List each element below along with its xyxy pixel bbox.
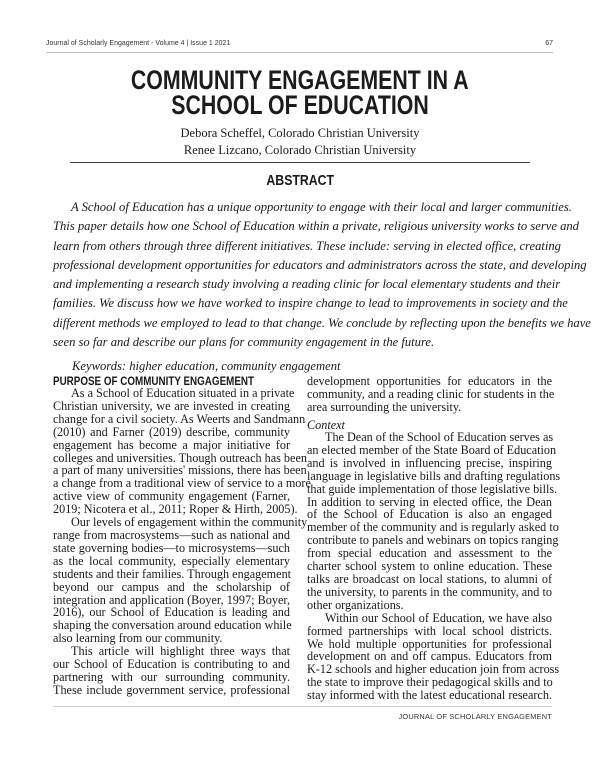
text-line: community, and a reading clinic for students in the: [307, 386, 555, 401]
text-line: and is involved in influencing precise, inspiring: [307, 455, 552, 470]
right-column-continuation: [307, 374, 555, 414]
text-line: Within our School of Education, we have also: [325, 610, 552, 625]
text-line: active view of community engagement (Farner,: [53, 489, 290, 504]
text-line: development on and off campus. Educators from: [307, 649, 552, 664]
text-line: that guide implementation of those legislative bills.: [307, 481, 558, 496]
text-line: member of the community and is regularly asked to: [307, 520, 559, 535]
title-divider: [70, 162, 530, 163]
text-line: engagement has become a major initiative for: [53, 437, 290, 452]
text-line: other organizations.: [307, 597, 404, 612]
text-line: a part of many universities' missions, there has been: [53, 463, 307, 478]
text-line: learn from others through three different initiatives. These include: serving in elected office, creating: [53, 238, 561, 253]
text-line: range from macrosystems—such as national and: [53, 527, 290, 542]
text-line: families. We discuss how we have worked to inspire change to lead to improvements in society and the: [53, 296, 568, 311]
header-divider: [46, 52, 553, 53]
text-line: This paper details how one School of Education within a private, religious university works to serve and: [53, 219, 579, 234]
text-line: We hold multiple opportunities for professional: [307, 636, 552, 651]
right-column: [307, 430, 561, 703]
text-line: different methods we employed to lead to that change. We conclude by reflecting upon the benefits we have: [53, 315, 591, 330]
text-line: contribute to panels and webinars on topics ranging: [307, 533, 559, 548]
author: Renee Lizcano, Colorado Christian University: [183, 142, 417, 157]
text-line: As a School of Education situated in a private: [71, 386, 295, 400]
text-line: talks are broadcast on local stations, to alumni of: [307, 571, 552, 586]
text-line: 2016), our School of Education is leading and: [53, 605, 290, 620]
subheading-context: Context: [307, 418, 345, 432]
text-line: This article will highlight three ways that: [71, 644, 290, 659]
text-line: integration and application (Boyer, 1997; Boyer,: [53, 592, 290, 607]
title-line: COMMUNITY ENGAGEMENT IN A: [131, 65, 469, 95]
running-header: [46, 40, 553, 51]
text-line: A School of Education has a unique opportunity to engage with their local and larger communities.: [71, 200, 572, 214]
text-line: as the local community, especially elementary: [53, 553, 290, 568]
text-line: (2010) and Farner (2019) describe, community: [53, 424, 290, 439]
text-line: The Dean of the School of Education serves as: [325, 430, 554, 444]
text-line: formed partnerships with local school districts.: [307, 623, 552, 638]
left-column: [53, 386, 311, 697]
text-line: change for a civil society. As Weerts and Sandmann: [53, 411, 306, 426]
keywords: Keywords: higher education, community engagement: [72, 359, 341, 373]
text-line: area surrounding the university.: [307, 399, 462, 414]
text-line: seen so far and describe our plans for community engagement in the future.: [53, 335, 435, 350]
text-line: an elected member of the State Board of Education: [307, 442, 557, 457]
text-line: shaping the conversation around education while: [53, 618, 292, 633]
text-line: In addition to serving in elected office, the Dean: [307, 494, 552, 509]
text-line: and implementing a research study involving a reading clinic for local elementary students and their: [53, 277, 561, 292]
text-line: partnering with our surrounding community.: [53, 669, 290, 684]
text-line: development opportunities for educators in the: [307, 374, 552, 388]
text-line: state governing bodies—to microsystems—such: [53, 540, 290, 555]
text-line: also learning from our community.: [53, 631, 223, 646]
text-line: 2019; Nicotera et al., 2011; Roper & Hirth, 2005).: [53, 502, 298, 517]
text-line: students and their families. Through engagement: [53, 566, 292, 581]
text-line: charter school system to online education. These: [307, 559, 552, 574]
text-line: stay informed with the latest educational research.: [307, 688, 552, 703]
text-line: our School of Education is contributing to and: [53, 657, 290, 672]
text-line: These include government service, professional: [53, 682, 290, 697]
article-title: [0, 65, 600, 120]
text-line: the state to improve their pedagogical skills and to: [307, 675, 553, 690]
abstract-heading: ABSTRACT: [266, 172, 334, 189]
text-line: beyond our campus and the scholarship of: [53, 579, 290, 594]
text-line: the university, to parents in the community, and to: [307, 584, 552, 599]
text-line: from special education and assessment to the: [307, 546, 552, 561]
author: Debora Scheffel, Colorado Christian University: [180, 126, 420, 140]
section-heading: PURPOSE OF COMMUNITY ENGAGEMENT: [53, 374, 255, 388]
text-line: language in legislative bills and drafting regulations: [307, 468, 561, 483]
text-line: colleges and universities. Though outreach has been: [53, 450, 307, 465]
text-line: of the School of Education is also an engaged: [307, 507, 552, 522]
journal-info: Journal of Scholarly Engagement - Volume 4 | Issue 1 2021: [46, 40, 231, 47]
text-line: K-12 schools and higher education join from across: [307, 662, 560, 677]
title-line: SCHOOL OF EDUCATION: [171, 90, 429, 120]
text-line: Our levels of engagement within the community: [71, 515, 308, 530]
page-number: 67: [545, 40, 553, 47]
abstract-text: [53, 198, 591, 352]
text-line: Christian university, we are invested in creating: [53, 398, 290, 413]
text-line: professional development opportunities for educators and administrators across the state, and developing: [53, 257, 587, 272]
footer-divider: [53, 706, 552, 707]
text-line: a change from a traditional view of service to a more: [53, 476, 311, 491]
authors: [0, 125, 600, 158]
footer-journal-name: JOURNAL OF SCHOLARLY ENGAGEMENT: [398, 712, 552, 721]
